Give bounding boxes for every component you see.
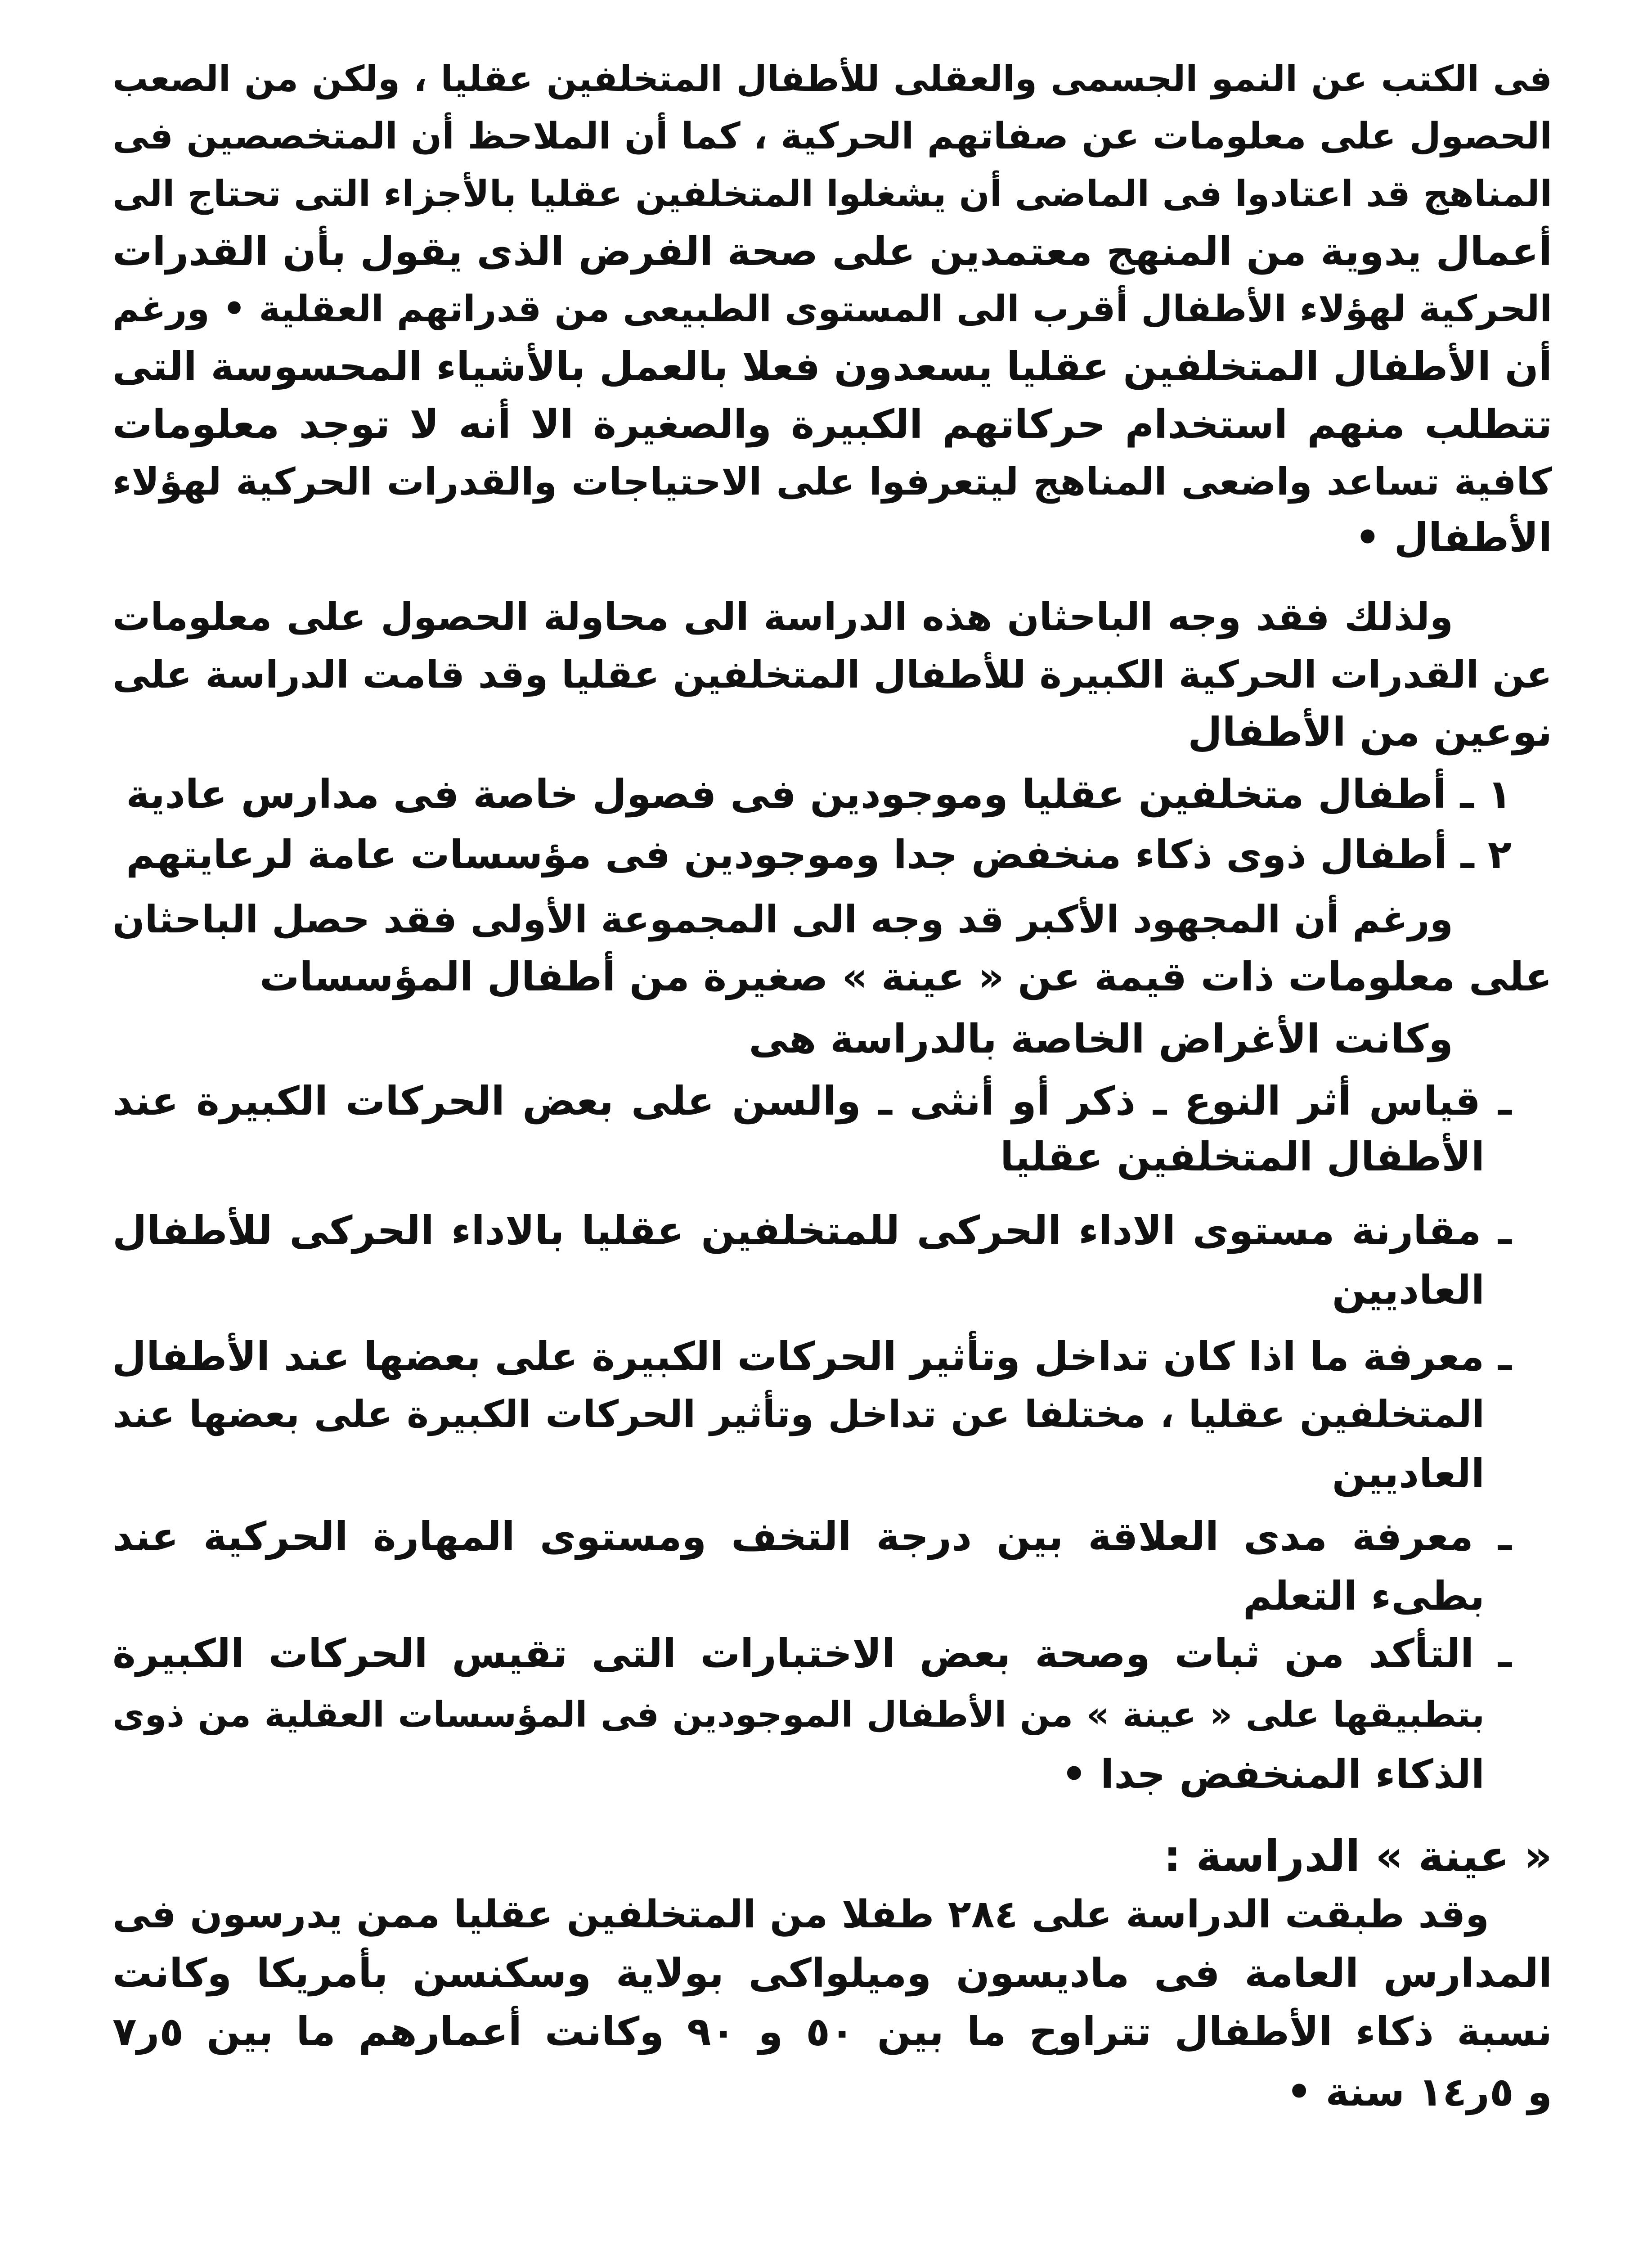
paragraph-start-line: وقد طبقت الدراسة على ٢٨٤ طفلا من المتخلفين عقليا ممن يدرسون فى	[112, 1892, 1489, 1937]
bullet-continuation: الأطفال المتخلفين عقليا	[1000, 1134, 1485, 1180]
bullet-continuation: الذكاء المنخفض جدا •	[1061, 1751, 1485, 1797]
text-line: عن القدرات الحركية الكبيرة للأطفال المتخلفين عقليا وقد قامت الدراسة على	[112, 652, 1552, 697]
bullet-continuation: بطىء التعلم	[1243, 1573, 1485, 1619]
bullet-continuation: العاديين	[1332, 1450, 1485, 1497]
text-line: و ٥ر١٤ سنة •	[1286, 2069, 1552, 2115]
text-line: على معلومات ذات قيمة عن « عينة » صغيرة من أطفال المؤسسات	[260, 954, 1552, 1000]
text-line: المدارس العامة فى ماديسون وميلواكى بولاية وسكنسن بأمريكا وكانت	[112, 1950, 1552, 1996]
bullet-item: ـ التأكد من ثبات وصحة بعض الاختبارات التى تقيس الحركات الكبيرة	[112, 1630, 1512, 1677]
text-line: الأطفال •	[1355, 514, 1552, 561]
bullet-item: ـ معرفة ما اذا كان تداخل وتأثير الحركات الكبيرة على بعضها عند الأطفال	[112, 1333, 1512, 1380]
bullet-continuation: بتطبيقها على « عينة » من الأطفال الموجودين فى المؤسسات العقلية من ذوى	[112, 1695, 1485, 1735]
text-line: فى الكتب عن النمو الجسمى والعقلى للأطفال المتخلفين عقليا ، ولكن من الصعب	[112, 58, 1552, 99]
document-page	[112, 50, 1552, 2250]
text-line: أعمال يدوية من المنهج معتمدين على صحة الفرض الذى يقول بأن القدرات	[112, 228, 1552, 274]
text-line: نسبة ذكاء الأطفال تتراوح ما بين ٥٠ و ٩٠ وكانت أعمارهم ما بين ٥ر٧	[112, 2008, 1552, 2055]
paragraph-start-line: ولذلك فقد وجه الباحثان هذه الدراسة الى محاولة الحصول على معلومات	[112, 595, 1453, 639]
text-line: الحركية لهؤلاء الأطفال أقرب الى المستوى الطبيعى من قدراتهم العقلية • ورغم	[112, 288, 1552, 330]
numbered-item: ٢ ـ أطفال ذوى ذكاء منخفض جدا وموجودين فى مؤسسات عامة لرعايتهم	[126, 832, 1512, 878]
bullet-continuation: المتخلفين عقليا ، مختلفا عن تداخل وتأثير الحركات الكبيرة على بعضها عند	[112, 1392, 1485, 1436]
text-line: أن الأطفال المتخلفين عقليا يسعدون فعلا بالعمل بالأشياء المحسوسة التى	[112, 343, 1552, 390]
bullet-item: ـ قياس أثر النوع ـ ذكر أو أنثى ـ والسن على بعض الحركات الكبيرة عند	[112, 1078, 1512, 1124]
numbered-item: ١ ـ أطفال متخلفين عقليا وموجودين فى فصول خاصة فى مدارس عادية	[126, 771, 1512, 817]
paragraph-start-line: ورغم أن المجهود الأكبر قد وجه الى المجموعة الأولى فقد حصل الباحثان	[112, 897, 1453, 941]
text-line: تتطلب منهم استخدام حركاتهم الكبيرة والصغيرة الا أنه لا توجد معلومات	[112, 401, 1552, 447]
text-line: الحصول على معلومات عن صفاتهم الحركية ، كما أن الملاحظ أن المتخصصين فى	[112, 115, 1552, 158]
bullet-continuation: العاديين	[1332, 1267, 1485, 1313]
paragraph-start-line: وكانت الأغراض الخاصة بالدراسة هى	[749, 1016, 1453, 1062]
text-line: نوعين من الأطفال	[1188, 709, 1552, 755]
section-heading: « عينة » الدراسة :	[1163, 1831, 1552, 1881]
bullet-item: ـ معرفة مدى العلاقة بين درجة التخف ومستوى المهارة الحركية عند	[112, 1513, 1512, 1560]
text-line: المناهج قد اعتادوا فى الماضى أن يشغلوا المتخلفين عقليا بالأجزاء التى تحتاج الى	[112, 173, 1552, 215]
bullet-item: ـ مقارنة مستوى الاداء الحركى للمتخلفين عقليا بالاداء الحركى للأطفال	[112, 1207, 1512, 1254]
text-line: كافية تساعد واضعى المناهج ليتعرفوا على الاحتياجات والقدرات الحركية لهؤلاء	[112, 460, 1552, 504]
